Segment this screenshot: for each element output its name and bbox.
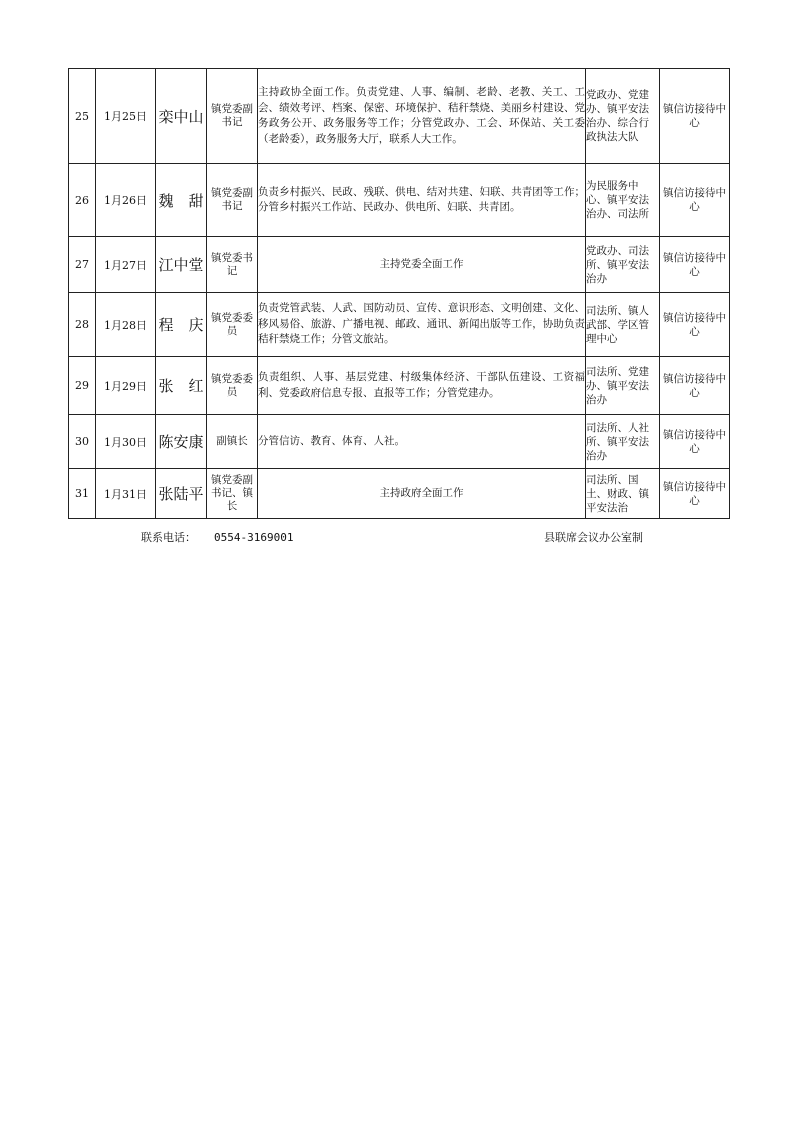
reception-date: 1月28日 [96,293,156,357]
reception-location: 镇信访接待中心 [660,293,730,357]
leader-name: 栾中山 [156,69,207,164]
row-number: 26 [69,164,96,237]
reception-location: 镇信访接待中心 [660,237,730,293]
contact-line [141,529,293,545]
accompanying-departments: 党政办、司法所、镇平安法治办 [586,237,660,293]
phone-label: 联系电话： [141,531,196,544]
table-row [69,357,730,415]
table-row [69,69,730,164]
row-number: 30 [69,415,96,469]
reception-date: 1月25日 [96,69,156,164]
reception-date: 1月26日 [96,164,156,237]
leader-name: 魏 甜 [156,164,207,237]
table-row [69,293,730,357]
row-number: 27 [69,237,96,293]
leader-position: 镇党委副书记 [207,69,258,164]
leader-name: 张陆平 [156,469,207,519]
table-row [69,237,730,293]
leader-name: 陈安康 [156,415,207,469]
duty-description: 负责组织、人事、基层党建、村级集体经济、干部队伍建设、工资福利、党委政府信息专报、直报等工作；分管党建办。 [258,357,586,415]
accompanying-departments: 司法所、党建办、镇平安法治办 [586,357,660,415]
leader-name: 江中堂 [156,237,207,293]
phone-number: 0554-3169001 [214,531,294,544]
reception-date: 1月31日 [96,469,156,519]
reception-location: 镇信访接待中心 [660,415,730,469]
reception-location: 镇信访接待中心 [660,357,730,415]
reception-date: 1月27日 [96,237,156,293]
row-number: 29 [69,357,96,415]
reception-location: 镇信访接待中心 [660,69,730,164]
issuer-note: 县联席会议办公室制 [544,531,643,544]
leader-position: 镇党委书记 [207,237,258,293]
duty-description: 负责党管武装、人武、国防动员、宣传、意识形态、文明创建、文化、移风易俗、旅游、广播电视、邮政、通讯、新闻出版等工作，协助负责秸秆禁烧工作；分管文旅站。 [258,293,586,357]
leader-name: 程 庆 [156,293,207,357]
leader-position: 镇党委委员 [207,293,258,357]
table-row [69,469,730,519]
leader-position: 副镇长 [207,415,258,469]
reception-date: 1月30日 [96,415,156,469]
leader-name: 张 红 [156,357,207,415]
reception-location: 镇信访接待中心 [660,469,730,519]
accompanying-departments: 为民服务中心、镇平安法治办、司法所 [586,164,660,237]
accompanying-departments: 党政办、党建办、镇平安法治办、综合行政执法大队 [586,69,660,164]
accompanying-departments: 司法所、国土、财政、镇平安法治 [586,469,660,519]
row-number: 25 [69,69,96,164]
duty-description: 负责乡村振兴、民政、残联、供电、结对共建、妇联、共青团等工作；分管乡村振兴工作站、民政办、供电所、妇联、共青团。 [258,164,586,237]
leader-position: 镇党委委员 [207,357,258,415]
duty-description: 分管信访、教育、体育、人社。 [258,415,586,469]
reception-location: 镇信访接待中心 [660,164,730,237]
row-number: 31 [69,469,96,519]
accompanying-departments: 司法所、镇人武部、学区管理中心 [586,293,660,357]
schedule-table [68,68,730,519]
leader-position: 镇党委副书记、镇长 [207,469,258,519]
accompanying-departments: 司法所、人社所、镇平安法治办 [586,415,660,469]
reception-date: 1月29日 [96,357,156,415]
table-row [69,164,730,237]
duty-description: 主持党委全面工作 [258,237,586,293]
duty-description: 主持政府全面工作 [258,469,586,519]
leader-position: 镇党委副书记 [207,164,258,237]
row-number: 28 [69,293,96,357]
duty-description: 主持政协全面工作。负责党建、人事、编制、老龄、老教、关工、工会、绩效考评、档案、保密、环境保护、秸秆禁烧、美丽乡村建设、党务政务公开、政务服务等工作；分管党政办、工会、环保站、关工委（老龄委），政务服务大厅，联系人大工作。 [258,69,586,164]
table-row [69,415,730,469]
